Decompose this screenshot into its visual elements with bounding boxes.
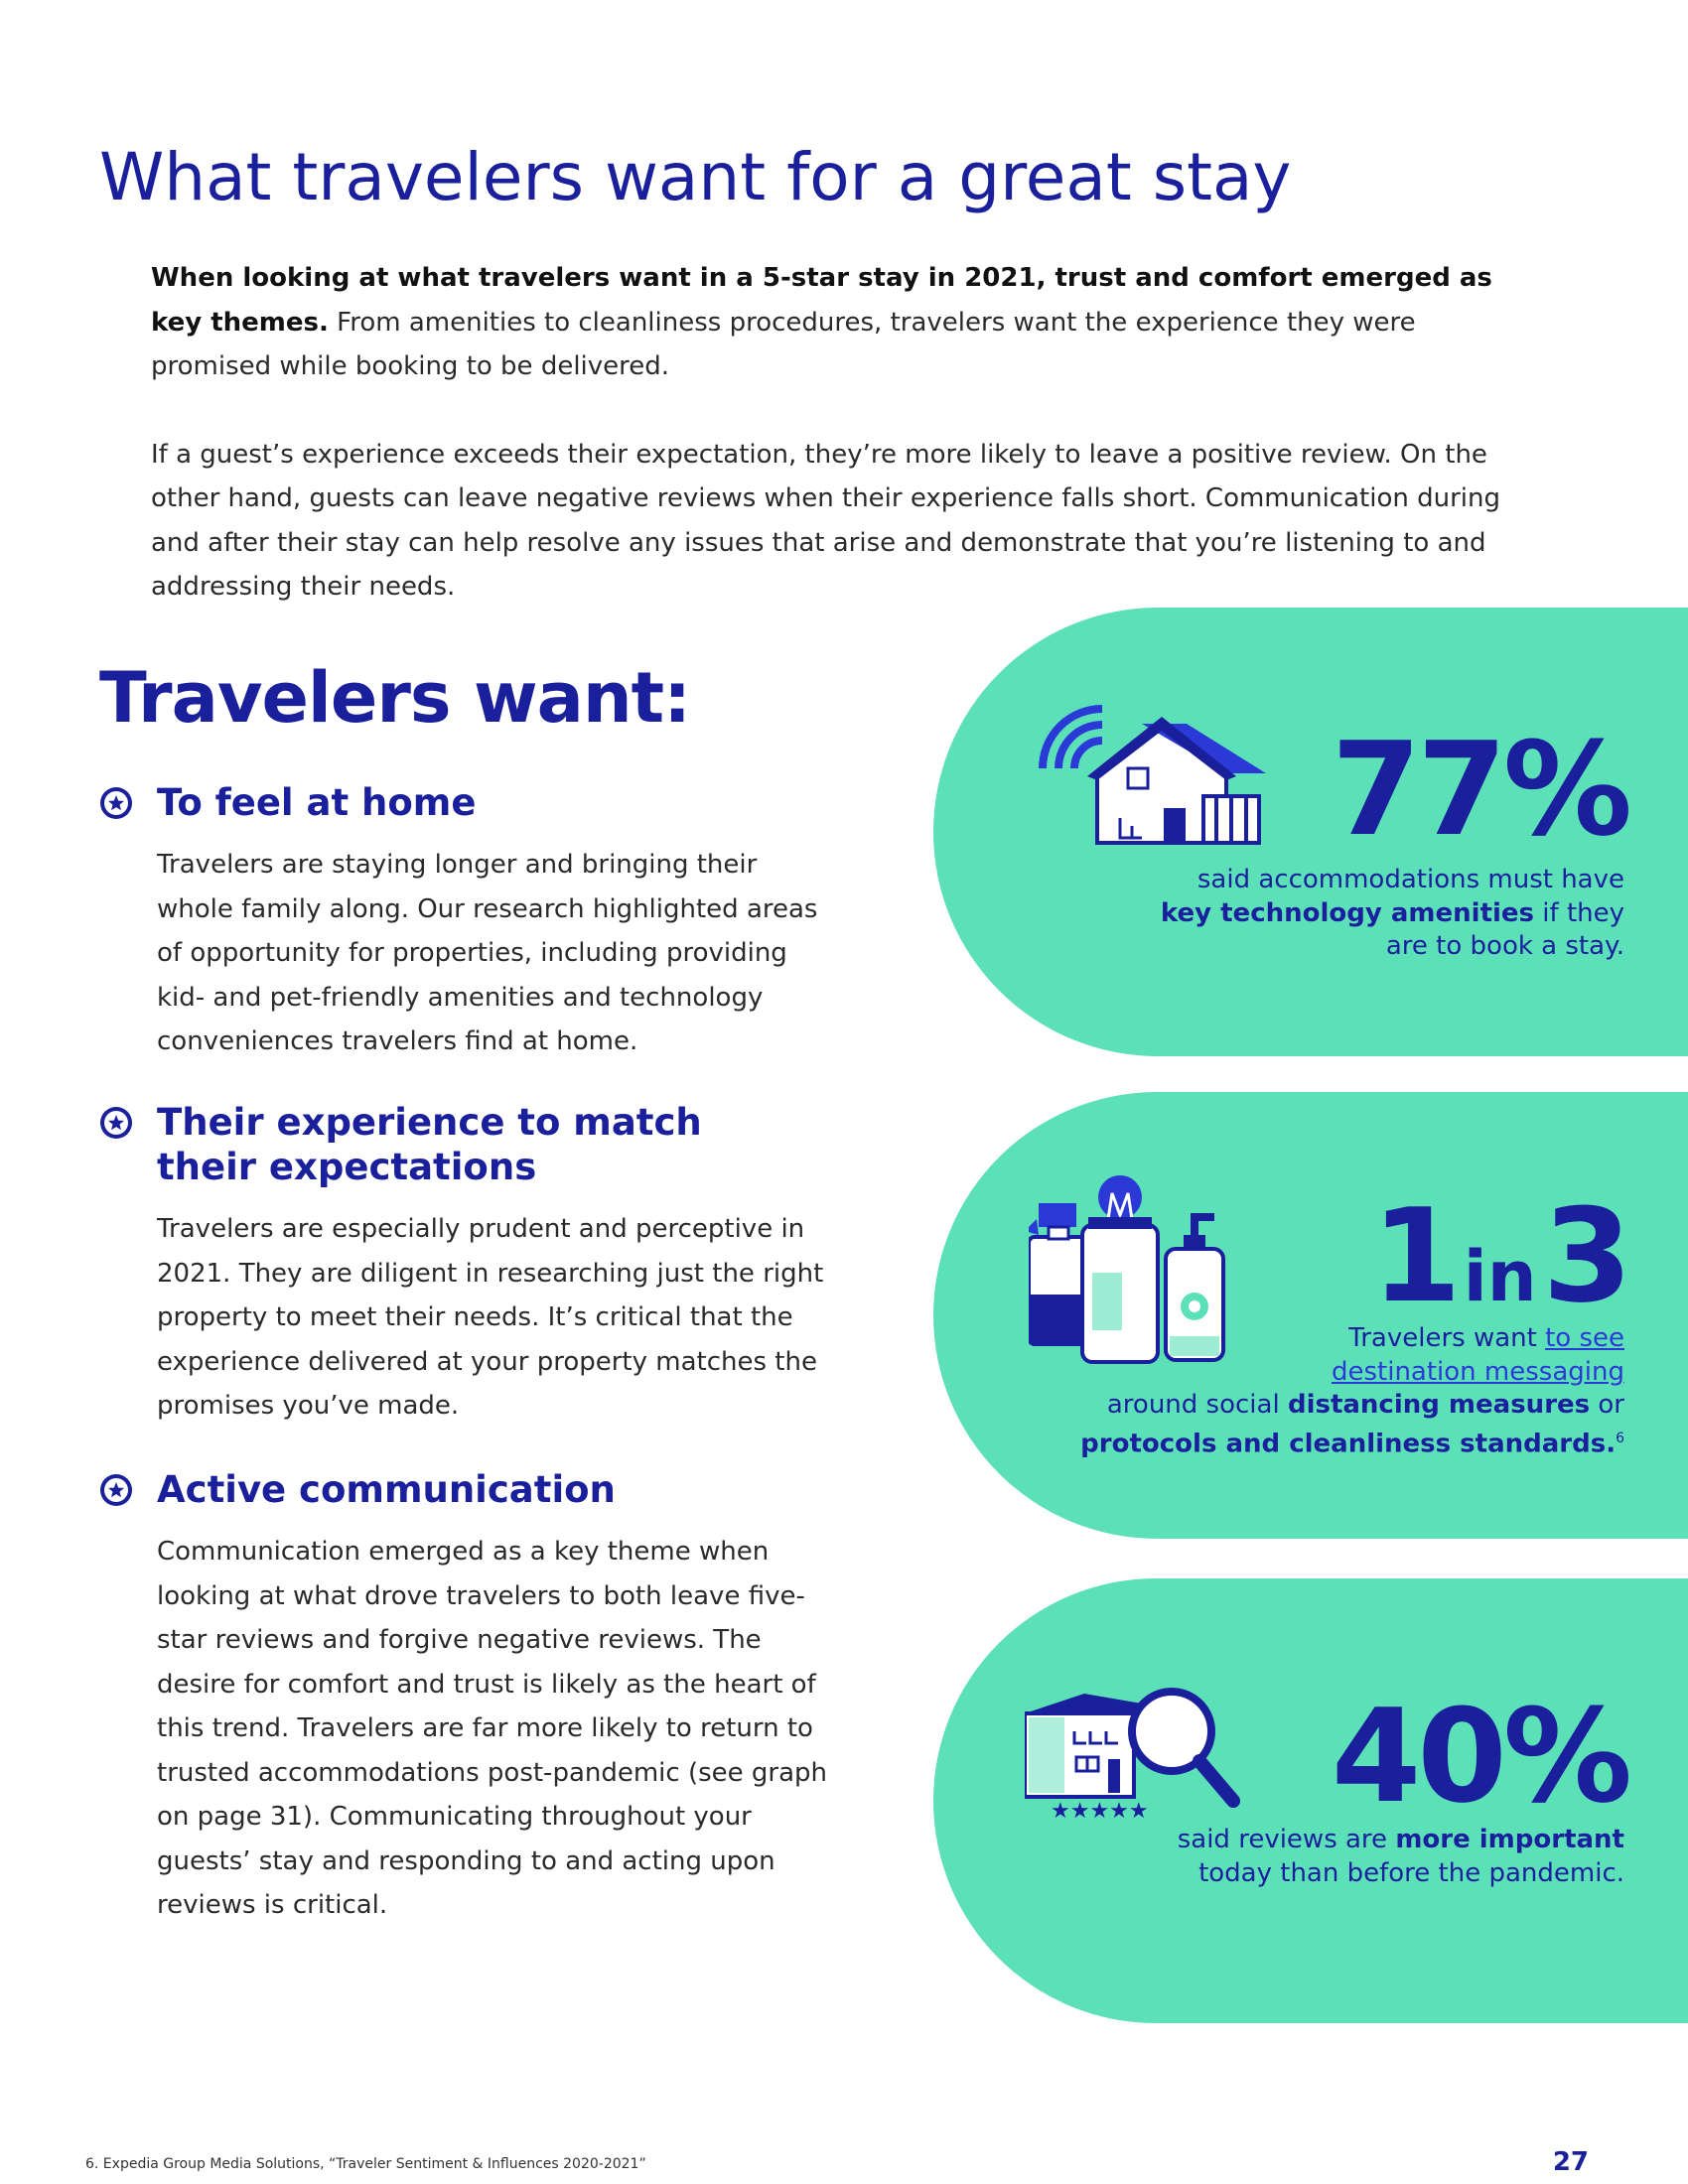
stat-bold: protocols and cleanliness standards. xyxy=(1080,1429,1617,1459)
stat-line xyxy=(1080,1322,1624,1356)
stat-value xyxy=(1371,1180,1628,1341)
intro-lead-rest: From amenities to cleanliness procedures, travelers want the experience they were promised while booking to be delivered. xyxy=(151,307,1416,381)
stat-line xyxy=(1080,1423,1624,1461)
intro-paragraph-2: If a guest’s experience exceeds their expectation, they’re more likely to leave a positive review. On the other hand, guests can leave negative reviews when their experience falls short. Communication during and after their stay can help resolve any issues that arise and demonstrate that you’re listening to and addressing their needs. xyxy=(151,439,1500,602)
stat-value: 77% xyxy=(1331,714,1628,865)
stat-line xyxy=(1161,897,1624,931)
stat-line xyxy=(1080,1356,1624,1390)
stat-text: said reviews are xyxy=(1177,1825,1396,1854)
svg-text:★★★★★: ★★★★★ xyxy=(1051,1799,1149,1824)
stat-text: or xyxy=(1590,1390,1624,1420)
stat-text-rest: if they xyxy=(1534,897,1624,928)
stat-value-part: 1 xyxy=(1371,1180,1458,1331)
page-title: What travelers want for a great stay xyxy=(99,139,1292,215)
want-item-title xyxy=(157,1100,854,1189)
stat-bold: more important xyxy=(1395,1825,1624,1854)
stat-text: Travelers want xyxy=(1348,1323,1546,1353)
stat-value: 40% xyxy=(1331,1681,1628,1832)
stat-line: said accommodations must have xyxy=(1196,865,1624,894)
stat-line: are to book a stay. xyxy=(1385,931,1624,961)
intro-lead-bold: When looking at what travelers want in a 5-star stay in 2021, trust and comfort emerged as key themes. xyxy=(151,263,1492,338)
want-item-body: Communication emerged as a key theme when looking at what drove travelers to both leave five-star reviews and forgive negative reviews. The desire for comfort and trust is likely as the heart of this trend. Travelers are far more likely to return to trusted accommodations post-pandemic (see graph on page 31). Communicating throughout your guests’ stay and responding to and acting upon reviews is critical. xyxy=(157,1537,828,1920)
stat-line xyxy=(1178,1824,1624,1857)
intro-paragraph-1 xyxy=(151,256,1541,389)
want-item-body: Travelers are especially prudent and perceptive in 2021. They are diligent in researching just the right property to meet their needs. It’s critical that the experience delivered at your property matches the promises you’ve made. xyxy=(157,1214,824,1421)
footnote: 6. Expedia Group Media Solutions, “Traveler Sentiment & Influences 2020-2021” xyxy=(85,2156,646,2172)
stat-value-in: in xyxy=(1463,1236,1537,1317)
destination-messaging-link[interactable]: to see xyxy=(1545,1323,1624,1353)
stat-description xyxy=(1161,864,1624,964)
destination-messaging-link[interactable]: destination messaging xyxy=(1331,1356,1624,1387)
star-badge-icon xyxy=(99,1473,133,1507)
star-badge-icon xyxy=(99,1106,133,1140)
stat-card-tech-amenities xyxy=(933,608,1688,1056)
stat-bold: key technology amenities xyxy=(1160,897,1535,928)
star-badge-icon xyxy=(99,786,133,820)
page-number: 27 xyxy=(1552,2147,1589,2177)
stat-bold: distancing measures xyxy=(1287,1390,1591,1420)
want-item-title-line1: Their experience to match xyxy=(157,1101,702,1144)
want-item-match-expectations xyxy=(99,1100,854,1429)
travelers-want-heading: Travelers want: xyxy=(99,657,691,739)
footnote-ref: 6 xyxy=(1616,1430,1624,1446)
stat-description xyxy=(1080,1322,1624,1461)
stat-card-destination-messaging xyxy=(933,1092,1688,1539)
intro-section xyxy=(151,256,1541,653)
want-item-title: Active communication xyxy=(157,1468,616,1511)
want-item-title: To feel at home xyxy=(157,781,477,824)
want-item-title-line2: their expectations xyxy=(157,1146,537,1188)
stat-text: around social xyxy=(1106,1390,1288,1420)
review-search-icon xyxy=(1025,1684,1243,1843)
want-item-feel-at-home xyxy=(99,780,854,1064)
smart-home-icon xyxy=(1033,699,1281,848)
stat-line: today than before the pandemic. xyxy=(1198,1857,1624,1888)
stat-description xyxy=(1178,1824,1624,1890)
stat-card-reviews-importance xyxy=(933,1578,1688,2023)
want-item-active-communication xyxy=(99,1467,854,1928)
stat-value-part: 3 xyxy=(1542,1180,1628,1331)
stat-line xyxy=(1080,1389,1624,1423)
want-item-body: Travelers are staying longer and bringing their whole family along. Our research highlighted areas of opportunity for properties, including providing kid- and pet-friendly amenities and technology conveniences travelers find at home. xyxy=(157,850,818,1056)
